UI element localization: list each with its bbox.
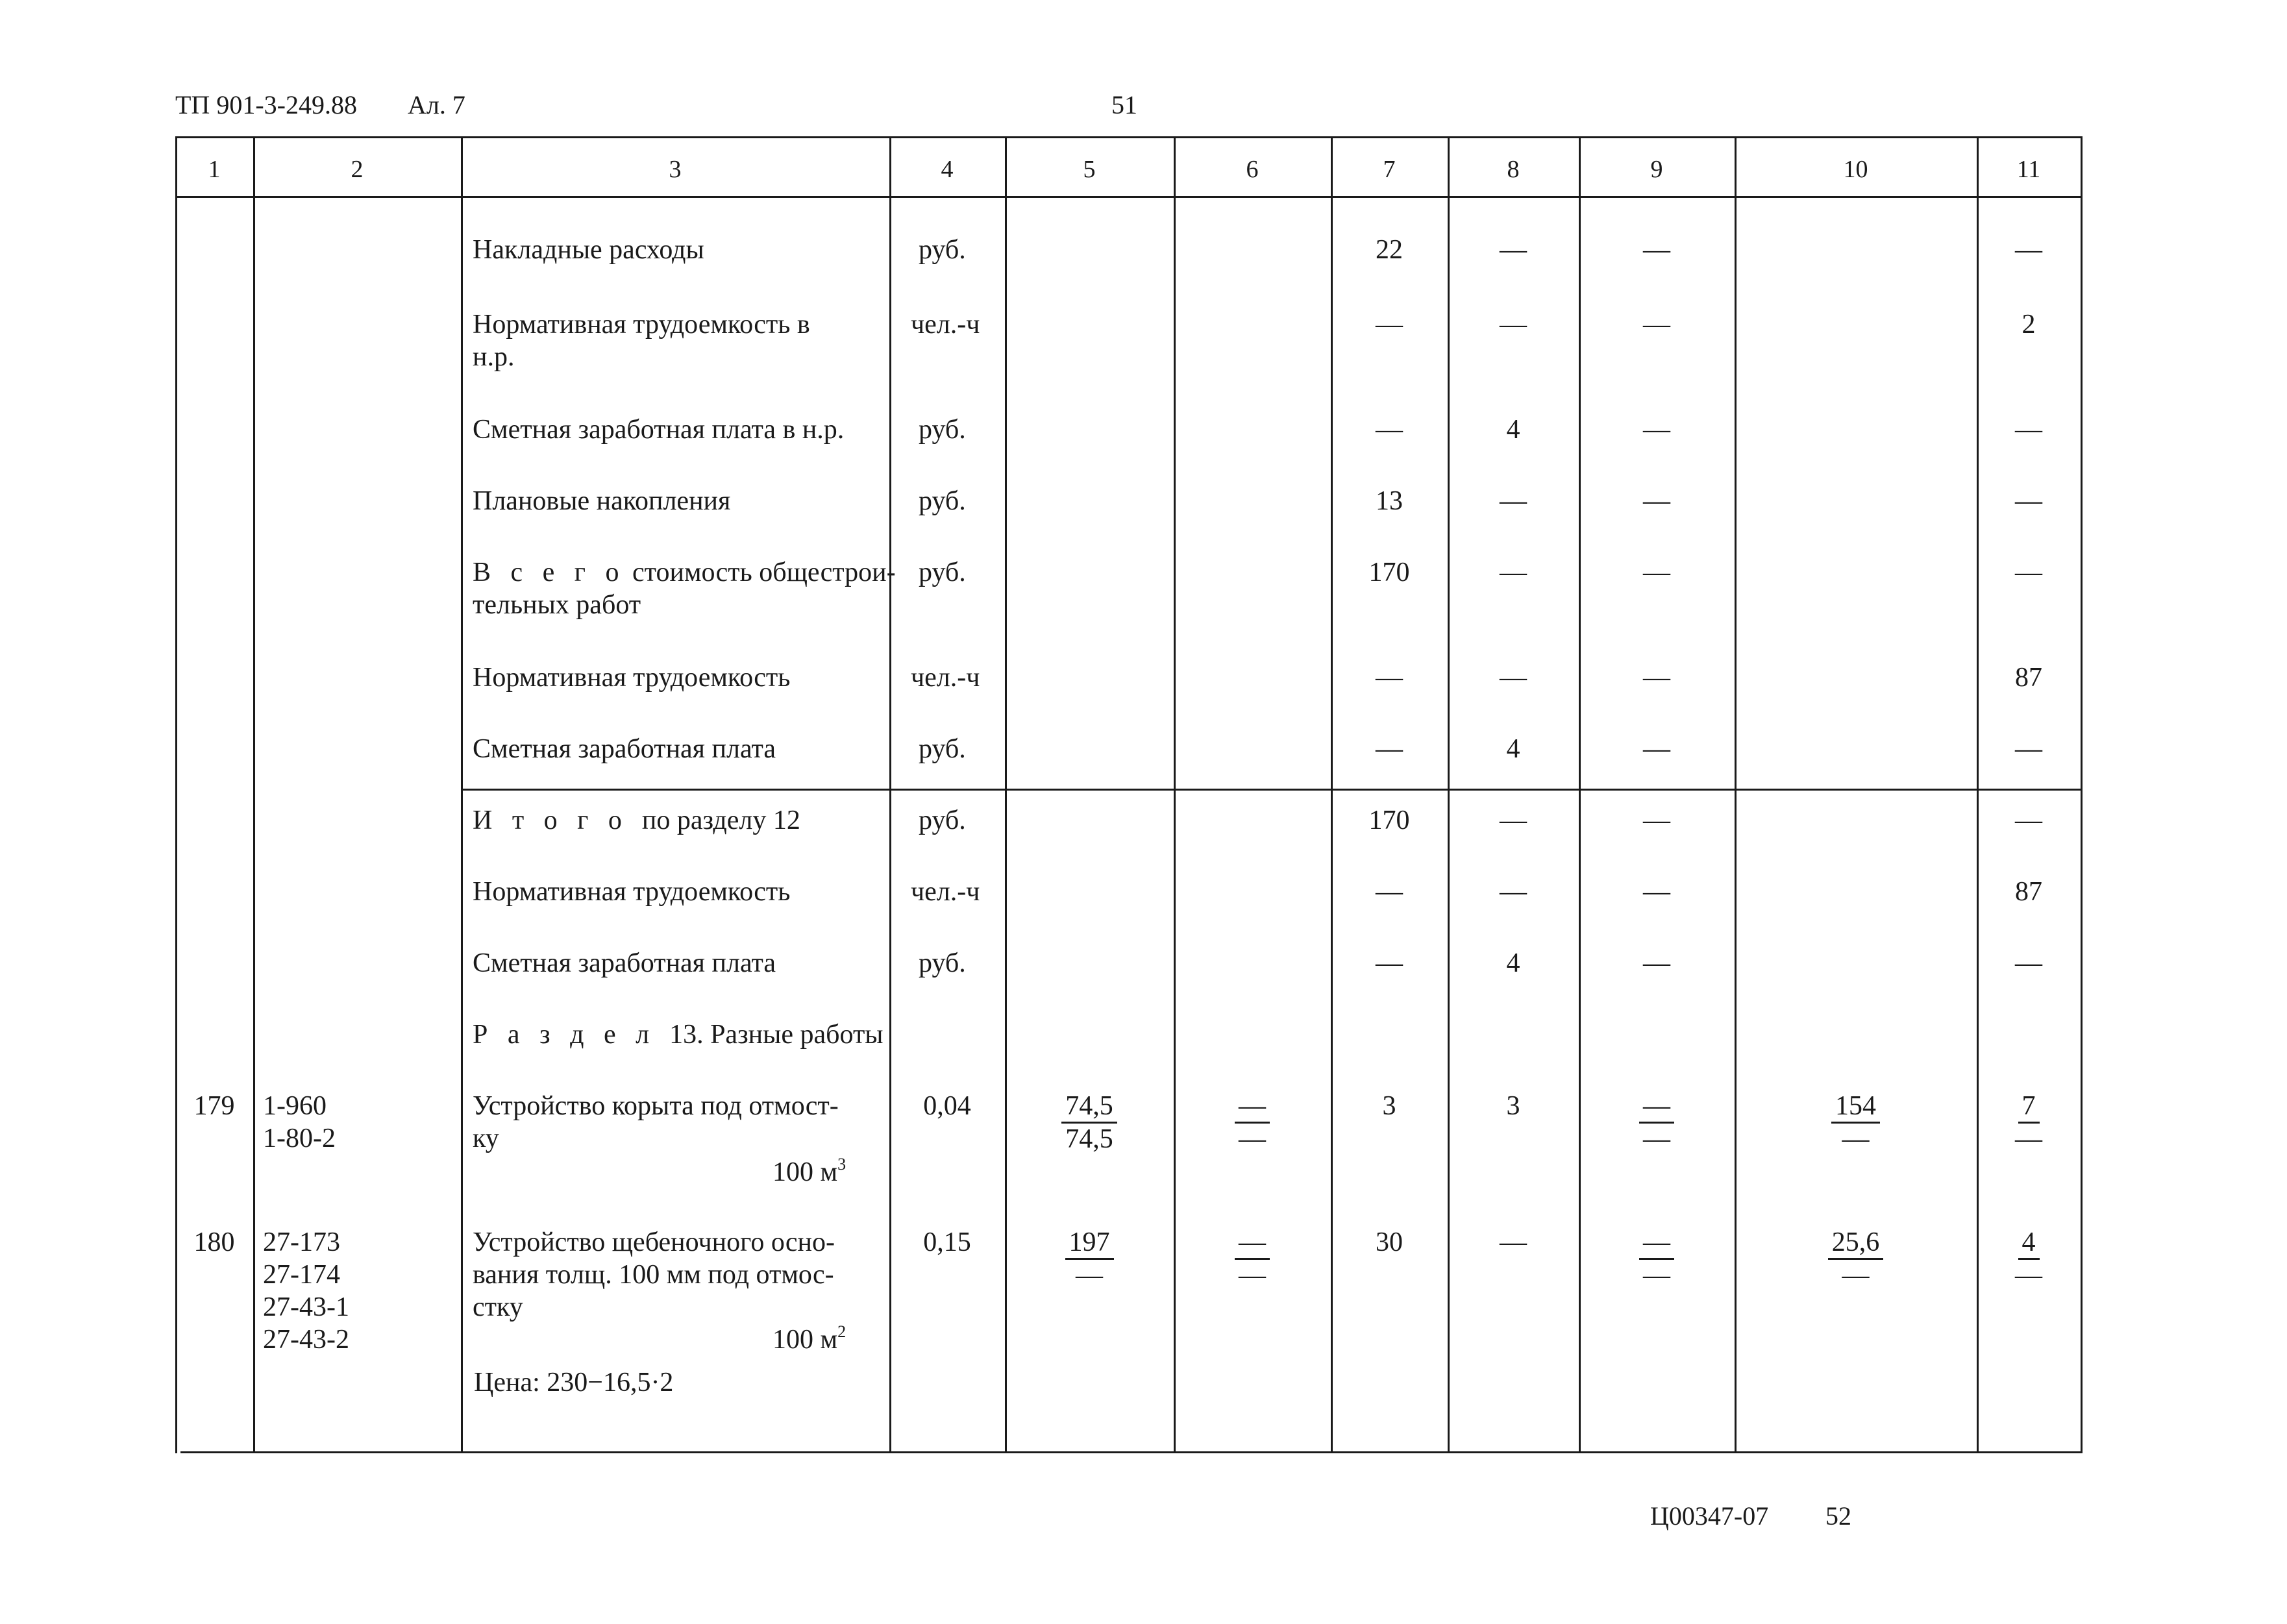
row-name-continued: тельных работ [473, 590, 641, 620]
item-measure-unit: 100 м [773, 1157, 838, 1187]
item-c9 [1579, 1090, 1735, 1155]
row-c7: — [1376, 663, 1403, 693]
row-c7: — [1376, 734, 1403, 764]
row-c9: — [1643, 877, 1670, 907]
item-code: 27-43-2 [263, 1325, 349, 1355]
row-c11: — [2015, 235, 2042, 265]
row-unit: руб. [919, 415, 966, 445]
item-quantity: 0,04 [923, 1091, 971, 1121]
row-c8: — [1500, 486, 1527, 516]
row-c11: — [2015, 558, 2042, 587]
row-unit: чел.-ч [911, 877, 980, 907]
row-c8: — [1500, 663, 1527, 693]
item-c6-numerator: — [1235, 1227, 1270, 1260]
column-number: 4 [941, 156, 954, 183]
item-c9-numerator: — [1639, 1090, 1674, 1124]
item-name-continued: ку [473, 1124, 499, 1153]
column-number: 10 [1843, 156, 1868, 183]
item-c10 [1735, 1226, 1977, 1291]
item-price: Цена: 230−16,5·2 [474, 1368, 674, 1397]
column-number: 11 [2016, 156, 2041, 183]
item-c5 [1005, 1226, 1174, 1291]
item-c9 [1579, 1226, 1735, 1291]
row-unit: чел.-ч [911, 310, 980, 339]
item-c5 [1005, 1090, 1174, 1155]
row-unit: руб. [919, 486, 966, 516]
document-code: ТП 901-3-249.88 [175, 90, 357, 119]
item-c5-denominator: — [1076, 1261, 1103, 1290]
item-measure [773, 1323, 846, 1356]
item-measure-exponent: 3 [837, 1155, 847, 1174]
row-c7: — [1376, 877, 1403, 907]
item-code: 27-173 [263, 1227, 340, 1257]
row-c11: — [2015, 948, 2042, 978]
column-number: 6 [1246, 156, 1259, 183]
row-c8: 4 [1506, 415, 1520, 445]
item-c11-denominator: — [2015, 1261, 2042, 1290]
row-name: Сметная заработная плата [473, 734, 776, 764]
item-c5-numerator: 74,5 [1061, 1090, 1117, 1124]
row-name-spaced: И т о г о [473, 806, 628, 835]
row-unit: руб. [919, 235, 966, 265]
row-c8: — [1500, 558, 1527, 587]
row-c11: — [2015, 486, 2042, 516]
section-heading-spaced: Р а з д е л [473, 1020, 656, 1050]
row-c9: — [1643, 310, 1670, 339]
row-c9: — [1643, 558, 1670, 587]
item-c11-numerator: 4 [2018, 1227, 2040, 1260]
album-number: Ал. 7 [408, 90, 465, 119]
column-number: 2 [351, 156, 364, 183]
row-c11: — [2015, 734, 2042, 764]
row-c8: — [1500, 806, 1527, 835]
row-name: Сметная заработная плата в н.р. [473, 415, 845, 445]
item-number: 179 [193, 1091, 235, 1121]
column-number: 1 [208, 156, 221, 183]
column-number: 3 [669, 156, 682, 183]
row-c9: — [1643, 663, 1670, 693]
item-c6-numerator: — [1235, 1090, 1270, 1124]
item-c9-denominator: — [1643, 1261, 1670, 1290]
item-code: 27-43-1 [263, 1292, 349, 1322]
row-c9: — [1643, 235, 1670, 265]
row-name: Нормативная трудоемкость в [473, 310, 810, 339]
row-c9: — [1643, 734, 1670, 764]
item-c9-numerator: — [1639, 1227, 1674, 1260]
row-name: Сметная заработная плата [473, 948, 776, 978]
col-rule-11 [2081, 136, 2083, 1453]
row-c7: 170 [1368, 806, 1410, 835]
column-number: 8 [1507, 156, 1520, 183]
row-c8: — [1500, 877, 1527, 907]
row-c9: — [1643, 948, 1670, 978]
row-c7: — [1376, 948, 1403, 978]
row-unit: руб. [919, 558, 966, 587]
col-rule-1 [253, 136, 255, 1453]
row-name: Нормативная трудоемкость [473, 663, 791, 693]
row-c11: 87 [2015, 877, 2042, 907]
row-c11: 2 [2021, 310, 2036, 339]
column-number: 9 [1650, 156, 1663, 183]
row-c8: — [1500, 310, 1527, 339]
footer-code: Ц00347-07 [1650, 1501, 1769, 1531]
row-name-text: стоимость общестрои- [632, 558, 896, 587]
row-c7: — [1376, 415, 1403, 445]
item-c9-denominator: — [1643, 1124, 1670, 1154]
item-c11-numerator: 7 [2018, 1090, 2040, 1124]
column-number: 5 [1083, 156, 1096, 183]
row-c11: 87 [2015, 663, 2042, 693]
item-name-continued: вания толщ. 100 мм под отмос- [473, 1260, 834, 1290]
item-code: 1-80-2 [263, 1124, 336, 1153]
row-c11: — [2015, 806, 2042, 835]
column-number: 7 [1383, 156, 1396, 183]
row-unit: чел.-ч [911, 663, 980, 693]
item-c10-numerator: 25,6 [1828, 1227, 1884, 1260]
row-c7: 22 [1376, 235, 1403, 265]
row-name: Плановые накопления [473, 486, 731, 516]
item-c6-denominator: — [1239, 1261, 1266, 1290]
row-c9: — [1643, 486, 1670, 516]
row-c9: — [1643, 415, 1670, 445]
row-unit: руб. [919, 734, 966, 764]
item-c10-numerator: 154 [1831, 1090, 1880, 1124]
item-name: Устройство щебеночного осно- [473, 1227, 835, 1257]
item-measure [773, 1156, 846, 1188]
row-unit: руб. [919, 948, 966, 978]
item-c6 [1174, 1226, 1331, 1291]
item-c10-denominator: — [1842, 1261, 1870, 1290]
row-name-text: по разделу 12 [641, 806, 800, 835]
row-c8: 4 [1506, 734, 1520, 764]
row-unit: руб. [919, 806, 966, 835]
row-name: Накладные расходы [473, 235, 704, 265]
item-c10 [1735, 1090, 1977, 1155]
row-c11: — [2015, 415, 2042, 445]
row-c9: — [1643, 806, 1670, 835]
item-code: 27-174 [263, 1260, 340, 1290]
row-c8: — [1500, 235, 1527, 265]
item-c6 [1174, 1090, 1331, 1155]
item-c10-denominator: — [1842, 1124, 1870, 1154]
footer-page-number: 52 [1825, 1501, 1851, 1531]
section-heading [473, 1018, 884, 1051]
row-name: Нормативная трудоемкость [473, 877, 791, 907]
row-c7: 13 [1376, 486, 1403, 516]
section-heading-title: 13. Разные работы [669, 1020, 884, 1050]
item-measure-exponent: 2 [837, 1322, 847, 1341]
item-number: 180 [193, 1227, 235, 1257]
row-name [473, 804, 800, 837]
item-c11-denominator: — [2015, 1124, 2042, 1154]
row-name-spaced: В с е г о [473, 558, 626, 587]
item-c8: — [1500, 1227, 1527, 1257]
item-measure-unit: 100 м [773, 1325, 838, 1355]
row-name [473, 556, 896, 589]
table-bottom-border [180, 1451, 2083, 1453]
item-c8: 3 [1506, 1091, 1520, 1121]
row-name-continued: н.р. [473, 342, 515, 372]
page-number: 51 [1111, 90, 1137, 119]
item-c11 [1977, 1090, 2081, 1155]
item-name: Устройство корыта под отмост- [473, 1091, 839, 1121]
section-divider [461, 789, 2083, 791]
row-c8: 4 [1506, 948, 1520, 978]
item-code: 1-960 [263, 1091, 327, 1121]
item-c7: 3 [1382, 1091, 1396, 1121]
item-c11 [1977, 1226, 2081, 1291]
col-rule-2 [461, 136, 463, 1453]
item-c5-numerator: 197 [1065, 1227, 1114, 1260]
row-c7: 170 [1368, 558, 1410, 587]
item-c6-denominator: — [1239, 1124, 1266, 1154]
item-c7: 30 [1376, 1227, 1403, 1257]
row-c7: — [1376, 310, 1403, 339]
item-quantity: 0,15 [923, 1227, 971, 1257]
item-c5-denominator: 74,5 [1065, 1124, 1113, 1154]
item-name-continued: стку [473, 1292, 523, 1322]
